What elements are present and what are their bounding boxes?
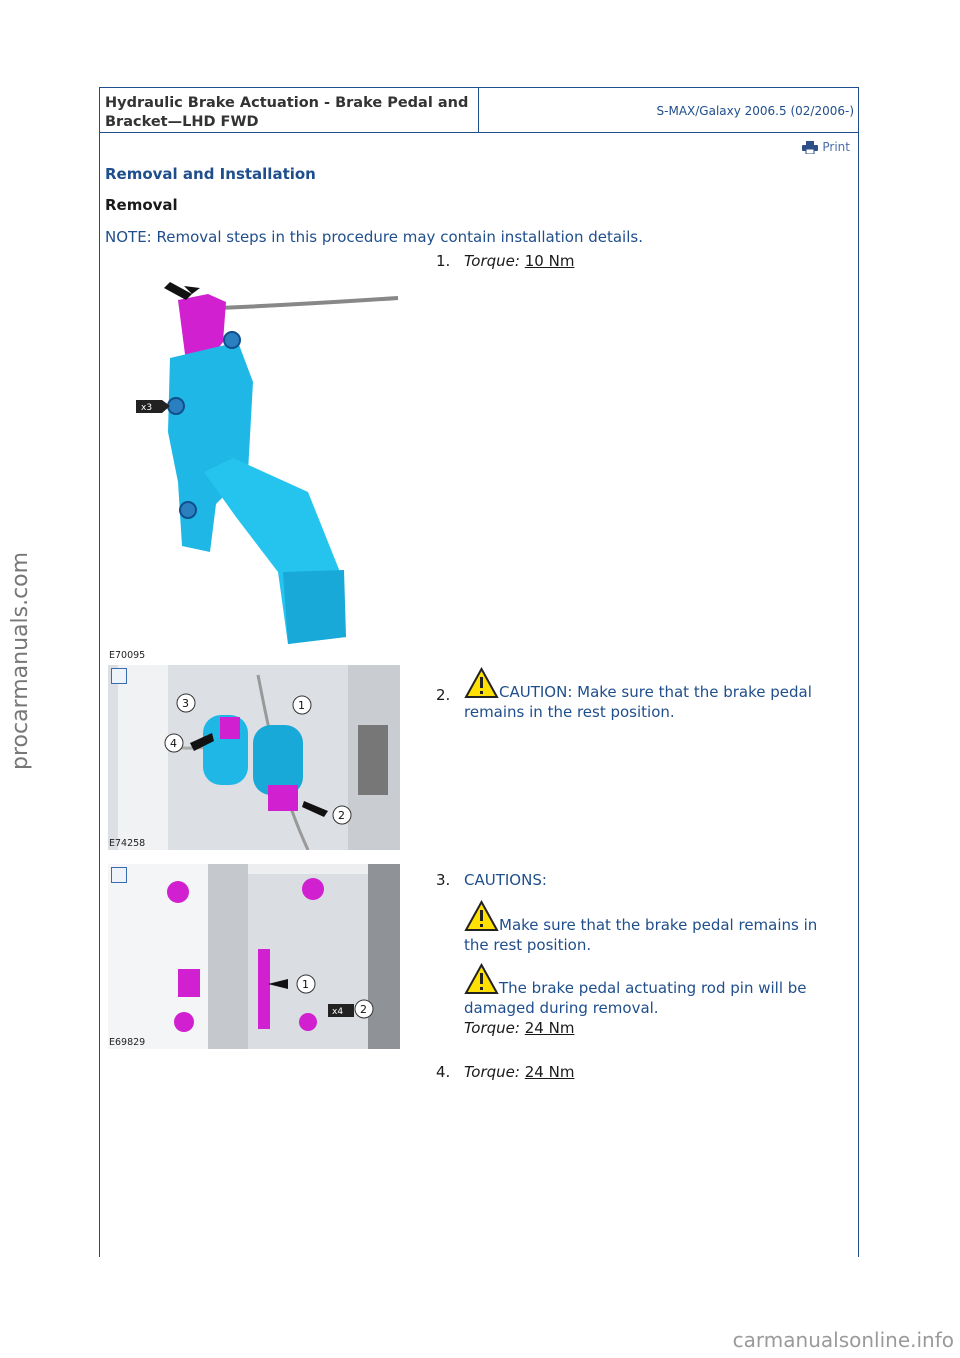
- step-number: 1.: [436, 252, 451, 270]
- section-removal: Removal: [105, 196, 178, 214]
- warning-icon: [464, 900, 499, 932]
- document-frame: [99, 87, 859, 1257]
- cautions-heading: CAUTIONS:: [464, 871, 547, 889]
- printer-icon: [802, 141, 818, 154]
- figure-code: E70095: [109, 650, 146, 661]
- step-number: 3.: [436, 871, 451, 889]
- torque-label: Torque:: [464, 252, 520, 270]
- torque-value[interactable]: 24 Nm: [524, 1019, 575, 1037]
- section-removal-installation: Removal and Installation: [105, 165, 316, 183]
- brake-switch-illustration: [108, 665, 400, 850]
- callout-2: 2: [338, 809, 345, 822]
- zoom-icon[interactable]: [111, 668, 127, 684]
- torque-label: Torque:: [464, 1063, 520, 1081]
- page-title: Hydraulic Brake Actuation - Brake Pedal and Bracket—LHD FWD: [100, 88, 479, 132]
- callout-3: 3: [182, 697, 189, 710]
- step-number: 4.: [436, 1063, 451, 1081]
- torque-value[interactable]: 24 Nm: [524, 1063, 575, 1081]
- torque-line: [464, 1018, 844, 1038]
- warning-icon: [464, 963, 499, 995]
- footer-watermark: carmanualsonline.info: [732, 1328, 954, 1352]
- callout-1: 1: [298, 699, 305, 712]
- figure-accelerator-pedal: [108, 272, 400, 662]
- figure-pedal-bracket: [108, 864, 400, 1049]
- torque-label: Torque:: [464, 1019, 520, 1037]
- document-header: [100, 88, 858, 133]
- step-number: 2.: [436, 686, 451, 704]
- note-text: NOTE: Removal steps in this procedure may contain installation details.: [105, 228, 643, 246]
- torque-value[interactable]: 10 Nm: [524, 252, 575, 270]
- callout-1: 1: [302, 978, 309, 991]
- caution-text: Make sure that the brake pedal remains in the rest position.: [464, 916, 818, 954]
- caution-a: [464, 900, 844, 955]
- vehicle-model: S-MAX/Galaxy 2006.5 (02/2006-): [656, 104, 854, 118]
- callout-4: 4: [170, 737, 177, 750]
- zoom-icon[interactable]: [111, 867, 127, 883]
- callout-2: 2: [360, 1003, 367, 1016]
- figure-code: E69829: [109, 1037, 146, 1048]
- caution-text: CAUTION: Make sure that the brake pedal remains in the rest position.: [464, 683, 812, 721]
- callout-x4: x4: [332, 1007, 344, 1017]
- print-button[interactable]: [802, 140, 850, 154]
- pedal-illustration: [108, 272, 400, 662]
- print-label: Print: [822, 140, 850, 154]
- callout-x3: x3: [141, 403, 153, 413]
- pedal-bracket-illustration: [108, 864, 400, 1049]
- caution-text: The brake pedal actuating rod pin will be damaged during removal.: [464, 979, 807, 1017]
- caution-b: [464, 963, 844, 1018]
- figure-code: E74258: [109, 838, 146, 849]
- warning-icon: [464, 667, 499, 699]
- figure-brake-switch: [108, 665, 400, 850]
